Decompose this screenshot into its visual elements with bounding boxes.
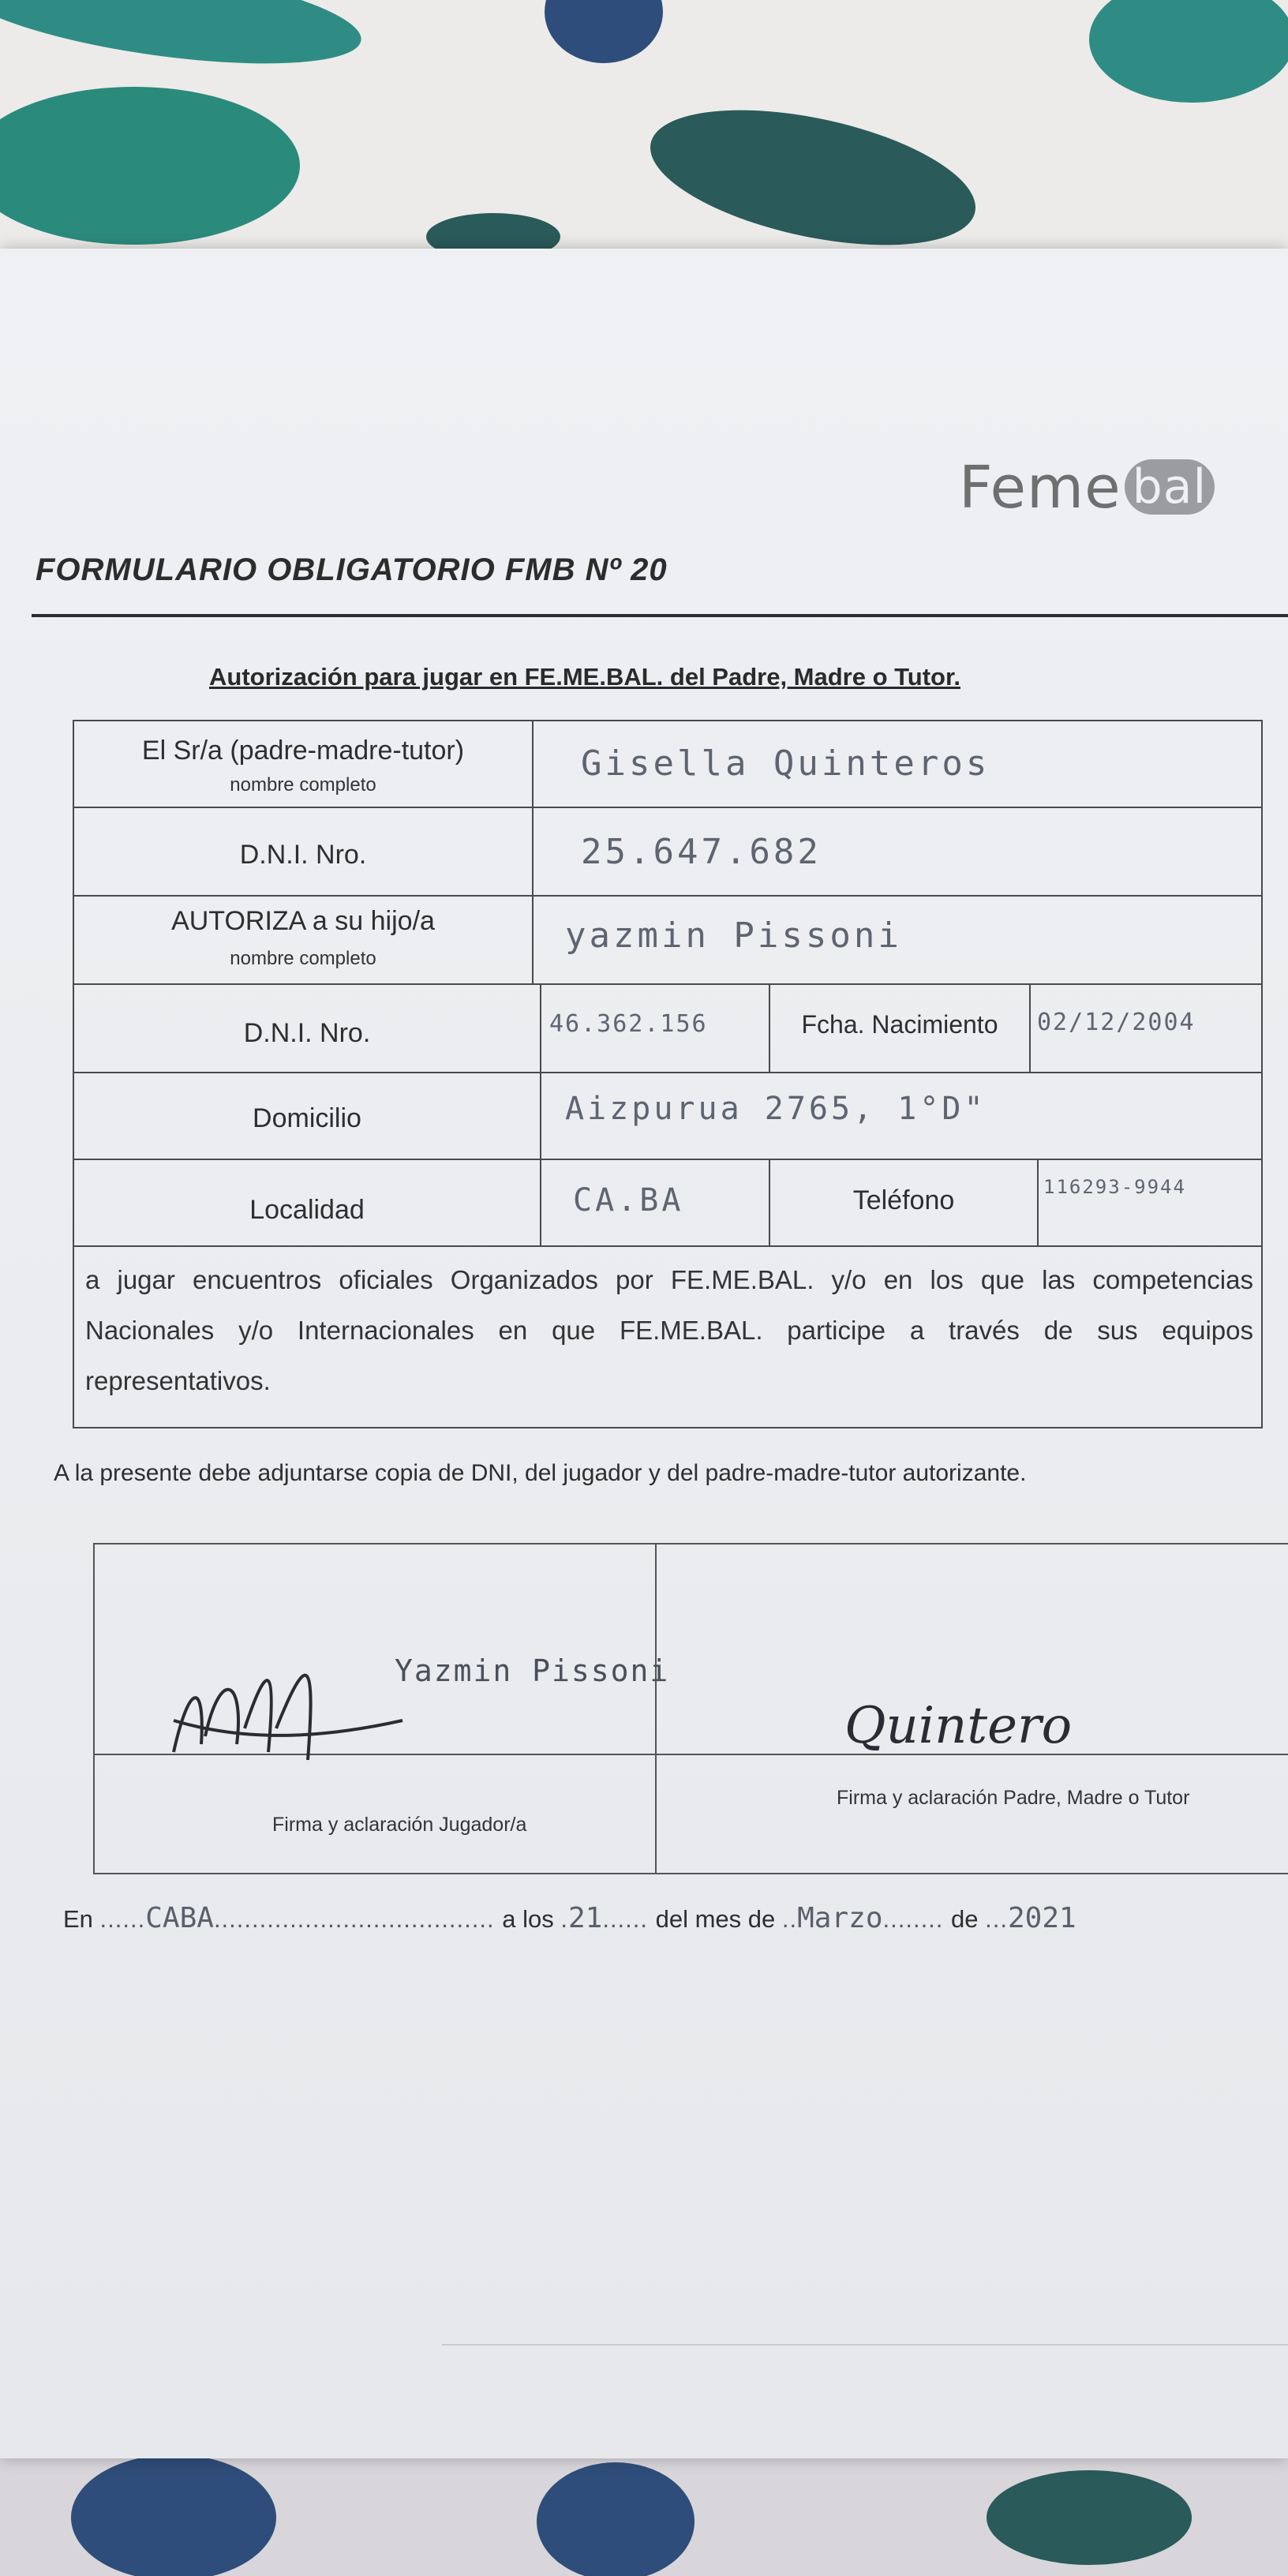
footer-en-label: En: [63, 1905, 93, 1933]
parent-sublabel: nombre completo: [230, 774, 376, 796]
phone-cell[interactable]: [1037, 1160, 1263, 1247]
child-dni-cell[interactable]: [540, 985, 769, 1073]
leaf-shape: [987, 2470, 1192, 2565]
phone-label: Teléfono: [852, 1185, 955, 1215]
birth-date-cell[interactable]: [1029, 985, 1263, 1073]
title-divider: [32, 614, 1288, 617]
child-dni-label-cell: [73, 985, 540, 1073]
child-name-cell[interactable]: [532, 897, 1263, 985]
table-row-parent-name: [73, 720, 1263, 808]
parent-dni-label-cell: [73, 808, 532, 897]
footer-dots: ......: [99, 1905, 146, 1933]
locality-label: Localidad: [249, 1195, 365, 1225]
phone-label-cell: [769, 1160, 1037, 1247]
footer-dots: ...: [985, 1905, 1008, 1933]
footer-place[interactable]: CABA: [145, 1902, 214, 1934]
leaf-shape: [545, 0, 663, 63]
form-title: FORMULARIO OBLIGATORIO FMB Nº 20: [36, 552, 668, 587]
parent-name-value: Gisella Quinteros: [581, 743, 990, 784]
footer-dots: ........: [882, 1905, 952, 1933]
footer-day[interactable]: 21: [567, 1902, 603, 1934]
footer-year[interactable]: 2021: [1007, 1902, 1076, 1934]
player-signature-caption: Firma y aclaración Jugador/a: [272, 1814, 527, 1836]
authorization-paragraph: a jugar encuentros oficiales Organizados por FE.ME.BAL. y/o en los que las competencias Nacionales y/o Internacionales en que FE.ME.BAL. participe a través de sus equipos representativos.: [85, 1265, 1253, 1395]
parent-dni-value: 25.647.682: [581, 832, 822, 872]
footer-mes-label: del mes de: [655, 1905, 776, 1933]
footer-dots: ..: [781, 1905, 798, 1933]
address-label: Domicilio: [253, 1103, 361, 1133]
birth-label-cell: [769, 985, 1029, 1073]
player-signature-scribble: [158, 1634, 410, 1784]
child-name-value: yazmin Pissoni: [565, 915, 902, 956]
locality-value: CA.BA: [573, 1182, 684, 1219]
locality-label-cell: [73, 1160, 540, 1247]
parent-dni-cell[interactable]: [532, 808, 1263, 897]
parent-signature: Quintero: [844, 1697, 1073, 1755]
background-fabric-top: [0, 0, 1288, 260]
parent-signature-caption: Firma y aclaración Padre, Madre o Tutor: [837, 1787, 1190, 1809]
femebal-logo: [959, 454, 1215, 522]
child-label-cell: [73, 897, 532, 985]
birth-label: Fcha. Nacimiento: [801, 1010, 998, 1039]
table-row-locality: [73, 1159, 1263, 1247]
leaf-shape: [0, 0, 367, 84]
address-label-cell: [73, 1073, 540, 1160]
leaf-shape: [1089, 0, 1288, 103]
child-sublabel: nombre completo: [230, 948, 376, 969]
table-row-parent-dni: [73, 807, 1263, 897]
phone-value: 116293-9944: [1043, 1176, 1186, 1198]
footer-dots: .....................................: [213, 1905, 503, 1933]
table-row-child-name: [73, 895, 1263, 985]
child-dni-label: D.N.I. Nro.: [243, 1018, 371, 1048]
birth-date-value: 02/12/2004: [1037, 1009, 1196, 1036]
footer-date-line: [63, 1902, 1076, 1934]
leaf-shape: [638, 85, 987, 260]
logo-text: Feme: [959, 454, 1121, 522]
footer-dots: .: [560, 1905, 568, 1933]
footer-dots: ......: [602, 1905, 656, 1933]
parent-dni-label: D.N.I. Nro.: [239, 840, 367, 870]
address-value: Aizpurua 2765, 1°D": [565, 1091, 987, 1127]
signature-divider: [655, 1543, 657, 1874]
locality-cell[interactable]: [540, 1160, 769, 1247]
faint-bottom-line: [442, 2344, 1288, 2346]
address-cell[interactable]: [540, 1073, 1263, 1160]
leaf-shape: [71, 2454, 276, 2576]
leaf-shape: [537, 2462, 695, 2576]
footer-month[interactable]: Marzo: [797, 1902, 883, 1934]
logo-ball-text: bal: [1125, 459, 1215, 515]
table-row-address: [73, 1072, 1263, 1160]
parent-label: El Sr/a (padre-madre-tutor): [141, 736, 465, 766]
parent-label-cell: [73, 721, 532, 808]
footer-a-los-label: a los: [502, 1905, 554, 1933]
child-dni-value: 46.362.156: [549, 1010, 708, 1038]
attachment-note: A la presente debe adjuntarse copia de DNI, del jugador y del padre-madre-tutor autorizante.: [54, 1460, 1027, 1486]
footer-de-label: de: [951, 1905, 979, 1933]
leaf-shape: [0, 87, 300, 245]
form-subtitle: Autorización para jugar en FE.ME.BAL. del Padre, Madre o Tutor.: [209, 663, 960, 691]
player-name-written: Yazmin Pissoni: [395, 1653, 670, 1688]
table-row-child-dni: [73, 983, 1263, 1073]
child-label: AUTORIZA a su hijo/a: [171, 906, 435, 936]
parent-name-cell[interactable]: [532, 721, 1263, 808]
